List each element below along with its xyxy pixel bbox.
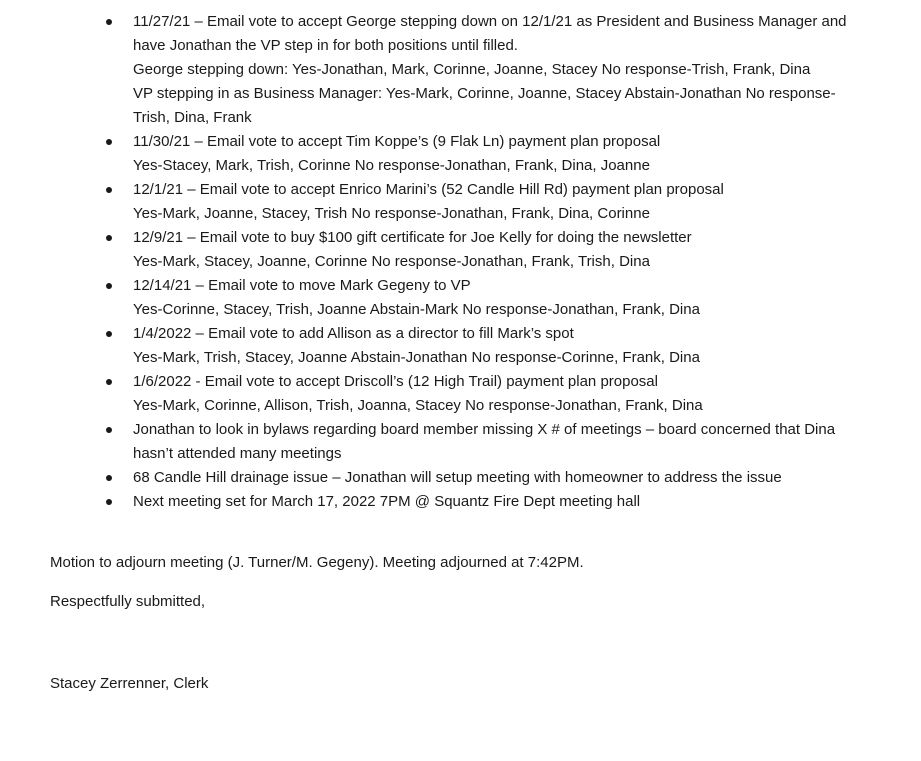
bullet-icon <box>106 475 112 481</box>
item-line: Yes-Stacey, Mark, Trish, Corinne No response-Jonathan, Frank, Dina, Joanne <box>133 157 650 174</box>
bullet-icon <box>106 283 112 289</box>
item-line: hasn’t attended many meetings <box>133 445 342 462</box>
item-line: 12/14/21 – Email vote to move Mark Gegeny to VP <box>133 277 471 294</box>
item-line: Trish, Dina, Frank <box>133 109 252 126</box>
item-line: Yes-Mark, Trish, Stacey, Joanne Abstain-Jonathan No response-Corinne, Frank, Dina <box>133 349 700 366</box>
list-item <box>0 178 921 226</box>
item-line: Yes-Corinne, Stacey, Trish, Joanne Abstain-Mark No response-Jonathan, Frank, Dina <box>133 301 700 318</box>
list-item <box>0 418 921 466</box>
bullet-icon <box>106 427 112 433</box>
signature-line: Stacey Zerrenner, Clerk <box>50 675 209 692</box>
item-line: 11/27/21 – Email vote to accept George stepping down on 12/1/21 as President and Business Manager and <box>133 13 847 30</box>
item-line: have Jonathan the VP step in for both positions until filled. <box>133 37 518 54</box>
bullet-icon <box>106 379 112 385</box>
bullet-icon <box>106 331 112 337</box>
item-line: Yes-Mark, Corinne, Allison, Trish, Joanna, Stacey No response-Jonathan, Frank, Dina <box>133 397 703 414</box>
item-line: 1/4/2022 – Email vote to add Allison as a director to fill Mark’s spot <box>133 325 574 342</box>
item-line: 1/6/2022 - Email vote to accept Driscoll’s (12 High Trail) payment plan proposal <box>133 373 658 390</box>
item-line: 12/9/21 – Email vote to buy $100 gift certificate for Joe Kelly for doing the newsletter <box>133 229 692 246</box>
adjourn-motion: Motion to adjourn meeting (J. Turner/M. Gegeny). Meeting adjourned at 7:42PM. <box>50 554 584 571</box>
item-line: 68 Candle Hill drainage issue – Jonathan will setup meeting with homeowner to address the issue <box>133 469 782 486</box>
bullet-icon <box>106 139 112 145</box>
list-item <box>0 322 921 370</box>
item-line: George stepping down: Yes-Jonathan, Mark, Corinne, Joanne, Stacey No response-Trish, Frank, Dina <box>133 61 811 78</box>
bullet-icon <box>106 19 112 25</box>
list-item <box>0 274 921 322</box>
list-item <box>0 226 921 274</box>
item-line: Yes-Mark, Stacey, Joanne, Corinne No response-Jonathan, Frank, Trish, Dina <box>133 253 650 270</box>
item-line: VP stepping in as Business Manager: Yes-Mark, Corinne, Joanne, Stacey Abstain-Jonathan No response- <box>133 85 836 102</box>
item-line: 11/30/21 – Email vote to accept Tim Koppe’s (9 Flak Ln) payment plan proposal <box>133 133 661 150</box>
list-item <box>0 466 921 490</box>
item-line: Next meeting set for March 17, 2022 7PM @ Squantz Fire Dept meeting hall <box>133 493 641 510</box>
list-item <box>0 370 921 418</box>
list-item <box>0 490 921 514</box>
bullet-icon <box>106 235 112 241</box>
list-item <box>0 10 921 130</box>
item-line: 12/1/21 – Email vote to accept Enrico Marini’s (52 Candle Hill Rd) payment plan proposal <box>133 181 724 198</box>
vote-list <box>0 10 921 514</box>
item-line: Jonathan to look in bylaws regarding board member missing X # of meetings – board concerned that Dina <box>133 421 836 438</box>
bullet-icon <box>106 187 112 193</box>
bullet-icon <box>106 499 112 505</box>
item-line: Yes-Mark, Joanne, Stacey, Trish No response-Jonathan, Frank, Dina, Corinne <box>133 205 650 222</box>
list-item <box>0 130 921 178</box>
closing-line: Respectfully submitted, <box>50 593 206 610</box>
